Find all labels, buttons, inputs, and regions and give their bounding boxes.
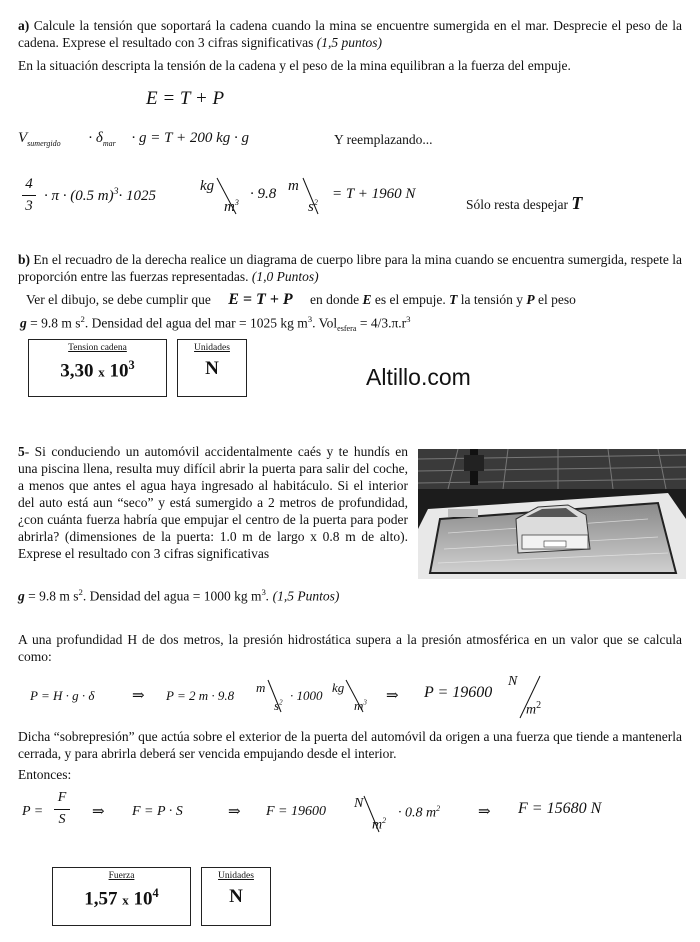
question-a-text: Calcule la tensión que soportará la cadena cuando la mina se encuentre sumergida en el mar. Desprecie el peso de la cadena. Exprese el resultado con 3 cifras significativas [18,18,682,50]
answer-b-P: P [526,292,535,307]
answer-b-line [26,291,576,309]
arrow-3: ⇒ [92,804,105,820]
eqC-den: m [526,702,537,718]
answer-box-units-2 [201,867,271,926]
data-line-b-2: . Densidad del agua del mar = 1025 kg m [84,315,308,331]
eq2-rest: · g = T + 200 kg · g [131,130,250,146]
data-line-b-exp: 2 [80,314,85,324]
equation-buoyancy [18,130,249,148]
eq3-frac-num: 4 [25,176,33,192]
eq2-volume: V [18,130,28,146]
p5-gline: = 9.8 m s [24,588,79,604]
eqE: F = 19600 [266,804,326,819]
data-line-b-3: . Vol [312,315,338,331]
eq3-note-text: Sólo resta despejar [466,197,568,212]
eq3-note [466,193,582,214]
p5-gline2: . Densidad del agua = 1000 kg m [82,588,262,604]
eqE-den-exp: 2 [382,816,387,825]
answer-box-force-label: Fuerza [108,871,135,881]
fF: F [57,790,67,805]
eq3-note-T: T [571,193,583,213]
eqC: P = 19600 [424,684,493,701]
problem-5-number: 5 [18,444,25,459]
question-b-number: b) [18,252,31,267]
car-in-pool-photo [418,449,686,579]
eq3-exp: 3 [113,186,119,197]
answer-a-intro: En la situación descripta la tensión de la cadena y el peso de la mina equilibran a la fuerza del empuje. [18,58,571,73]
answer-b-T: T [449,292,458,307]
question-b-text: En el recuadro de la derecha realice un diagrama de cuerpo libre para la mina cuando se encuentra sumergida, respete la proporción entre las fuerzas representadas. [18,252,682,284]
fS: S [54,809,70,828]
eq3-right: = T + 1960 N [332,186,416,202]
answer-b-eq: E = T + P [228,291,293,308]
eqB-num: m [256,680,266,695]
answer-b-E: E [362,292,372,307]
equation-equilibrium: E = T + P [146,88,225,109]
eq2-note: Y reemplazando... [334,132,433,147]
p5-gexp2: 3 [261,587,266,597]
tension-times: x [98,364,105,380]
answer-box-tension-label: Tension cadena [68,343,127,353]
answer-b-d: la tensión y [460,292,524,307]
eqD: F = P · S [132,804,183,819]
answer-box-units-1-label: Unidades [194,343,230,353]
question-a-number: a) [18,18,30,33]
eq3-mid: · π · (0.5 m) [44,188,114,204]
eq3-g: · 9.8 [250,186,277,202]
answer-b-e: el peso [538,292,576,307]
answer-b-a: Ver el dibujo, se debe cumplir que [26,292,211,307]
arrow-2: ⇒ [386,688,399,704]
problem-5-text: - Si conduciendo un automóvil accidentalmente caés y te hundís en una piscina llena, resulta muy difícil abrir la puerta para salir del coche, a menos que antes el agua haya ingresado al habitáculo. Si el interior del auto está aun “seco” y está sumergido a 2 metros de profundidad, ¿con cuánta fuerza habría que empujar el centro de la puerta para poder abrirla? (dimensiones de la puerta: 1.0 m de largo x 0.8 m de alto). Exprese el resultado con 3 cifras significativas [18,444,408,561]
data-line-b-1: = 9.8 m s [26,315,81,331]
eqE-den: m [372,817,383,833]
answer-box-units-1-value: N [205,358,219,379]
eq3-rho: · 1025 [118,188,156,204]
answer-box-tension-value [29,358,166,382]
p5-points: . (1,5 Puntos) [265,588,340,604]
eq2-density-sub: mar [102,139,116,148]
eqE-rest: · 0.8 m [398,805,437,821]
answer-b-c: es el empuje. [374,292,446,307]
eqC-num: N [508,674,518,689]
eqB-u-den: m [354,698,364,713]
data-line-b-4: = 4/3.π.r [356,315,407,331]
eqA: P = H · g · δ [30,688,95,703]
force-mantissa: 1,57 [84,888,118,910]
answer-box-tension [28,339,167,397]
solution-then: Entonces: [18,767,72,782]
answer-box-force [52,867,191,926]
eqB-u-num: kg [332,680,345,695]
eq3-g-den-exp: 2 [313,198,318,207]
tension-mantissa: 3,30 [60,360,94,382]
answer-box-units-2-label: Unidades [218,871,254,881]
answer-box-units-1 [177,339,247,397]
data-line-b-g: g [20,315,27,331]
answer-box-units-2-value: N [229,886,243,907]
answer-box-force-value [53,886,190,910]
solution-intro: A una profundidad H de dos metros, la presión hidrostática supera a la presión atmosférica en un valor que se calcula como: [18,632,682,664]
eqB-den: s [274,698,280,713]
problem-5-data [18,587,339,605]
eq3-unit-den: m [224,199,235,215]
arrow-4: ⇒ [228,804,241,820]
question-b [18,251,682,285]
eqE-num: N [354,796,364,811]
equation-force [22,788,662,838]
eq3-g-den: s [308,199,314,215]
eqE-rest-exp: 2 [436,804,441,813]
question-a-points: (1,5 puntos) [316,35,383,50]
eq2-density: · δ [88,130,103,146]
question-a [18,17,682,51]
eq2-volume-sub: sumergido [27,139,61,148]
equation-pressure [30,670,670,722]
fP: P = [22,804,44,819]
eqF: F = 15680 N [518,800,602,817]
eqB-u-den-exp: 3 [363,698,367,707]
eqB: P = 2 m · 9.8 [166,688,235,703]
eq3-unit-den-exp: 3 [234,198,239,207]
force-base: 10 [133,888,153,910]
data-line-b-sub: esfera [337,324,357,334]
p5-gexp: 2 [78,587,83,597]
eqC-den-exp: 2 [536,700,542,711]
eq3-frac-den: 3 [22,195,36,215]
tension-exp: 3 [128,358,135,372]
arrow-1: ⇒ [132,688,145,704]
answer-b-b: en donde [310,292,360,307]
force-exp: 4 [152,886,159,900]
question-b-points: (1,0 Puntos) [251,269,319,284]
data-line-b [20,314,411,333]
eqB-rho: · 1000 [290,688,323,703]
watermark: Altillo.com [366,364,471,390]
arrow-5: ⇒ [478,804,491,820]
solution-explanation: Dicha “sobrepresión” que actúa sobre el exterior de la puerta del automóvil da origen a una fuerza que tiende a mantenerla cerrada, y para abrirla deberá ser vencida empujando desde el interior. [18,729,682,761]
problem-5 [18,443,408,562]
eqB-den-exp: 2 [279,698,283,707]
eq3-g-num: m [288,178,299,194]
eq3-unit-num: kg [200,178,215,194]
tension-base: 10 [109,360,129,382]
data-line-b-exp2: 3 [307,314,313,324]
p5-g: g [18,588,25,604]
data-line-b-exp3: 3 [406,314,411,324]
force-times: x [122,892,129,908]
